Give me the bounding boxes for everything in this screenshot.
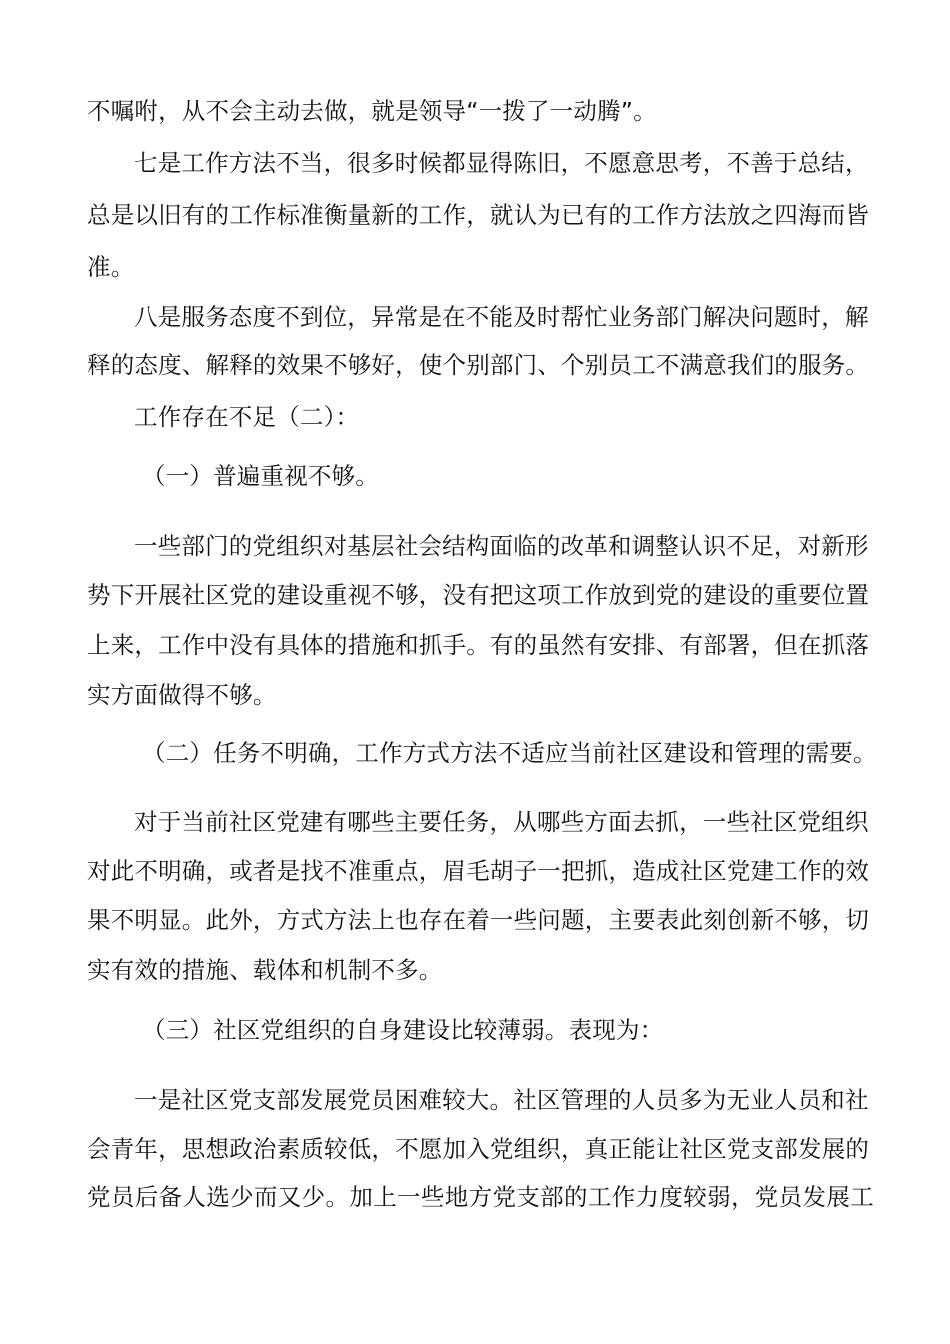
text-line-14: 对于当前社区党建有哪些主要任务，从哪些方面去抓，一些社区党组织	[134, 808, 869, 836]
subheading-3: （三）社区党组织的自身建设比较薄弱。表现为：	[142, 1016, 664, 1044]
text-line-11: 上来，工作中没有具体的措施和抓手。有的虽然有安排、有部署，但在抓落	[87, 631, 870, 659]
text-line-4: 准。	[87, 253, 135, 281]
subheading-1: （一）普遍重视不够。	[142, 462, 379, 490]
text-line-6: 释的态度、解释的效果不够好，使个别部门、个别员工不满意我们的服务。	[87, 351, 870, 379]
section-heading: 工作存在不足（二）：	[134, 403, 360, 431]
text-line-16: 果不明显。此外，方式方法上也存在着一些问题，主要表此刻创新不够，切	[87, 906, 870, 934]
text-line-5: 八是服务态度不到位，异常是在不能及时帮忙业务部门解决问题时，解	[134, 303, 869, 331]
subheading-2: （二）任务不明确，工作方式方法不适应当前社区建设和管理的需要。	[142, 739, 877, 767]
text-line-1: 不嘱咐，从不会主动去做，就是领导“一拨了一动腾”。	[87, 97, 657, 125]
text-line-3: 总是以旧有的工作标准衡量新的工作，就认为已有的工作方法放之四海而皆	[87, 201, 870, 229]
text-line-19: 一是社区党支部发展党员困难较大。社区管理的人员多为无业人员和社	[134, 1086, 869, 1114]
text-line-9: 一些部门的党组织对基层社会结构面临的改革和调整认识不足，对新形	[134, 532, 869, 560]
text-line-10: 势下开展社区党的建设重视不够，没有把这项工作放到党的建设的重要位置	[87, 581, 870, 609]
text-line-15: 对此不明确，或者是找不准重点，眉毛胡子一把抓，造成社区党建工作的效	[87, 857, 870, 885]
text-line-12: 实方面做得不够。	[87, 681, 277, 709]
text-line-17: 实有效的措施、载体和机制不多。	[87, 956, 443, 984]
text-line-21: 党员后备人选少而又少。加上一些地方党支部的工作力度较弱，党员发展工	[87, 1183, 875, 1211]
text-line-20: 会青年，思想政治素质较低，不愿加入党组织，真正能让社区党支部发展的	[87, 1135, 870, 1163]
text-line-2: 七是工作方法不当，很多时候都显得陈旧，不愿意思考，不善于总结，	[134, 149, 869, 177]
